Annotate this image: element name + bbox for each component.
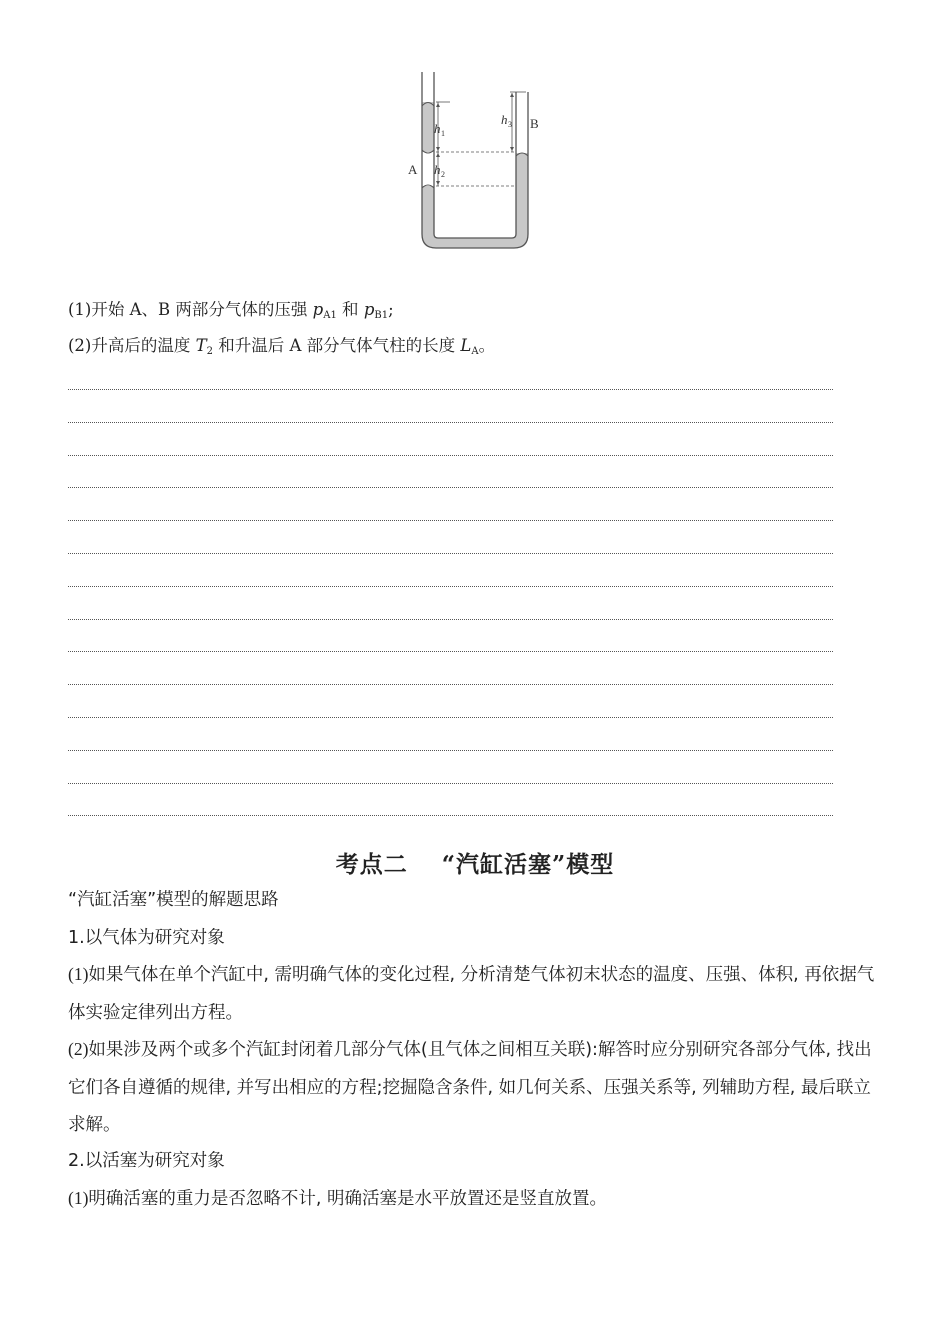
q1-p-symbol: p (312, 300, 324, 319)
answer-line (68, 553, 833, 554)
paragraph-2-number: (2) (68, 1039, 89, 1059)
label-a: A (408, 162, 418, 177)
label-b: B (530, 116, 539, 131)
answer-line (68, 750, 833, 751)
answer-line (68, 717, 833, 718)
heading-gas: 1.以气体为研究对象 (68, 928, 225, 948)
paragraph-3-text: 明确活塞的重力是否忽略不计, 明确活塞是水平放置还是竖直放置。 (88, 1189, 608, 1209)
q1-end: ; (388, 300, 394, 319)
answer-line (68, 586, 833, 587)
q2-t-symbol: T (195, 336, 207, 355)
q1-p2-symbol: p (363, 300, 375, 319)
label-h3-sub: 3 (508, 120, 512, 129)
u-tube-figure (400, 66, 550, 256)
answer-lines (68, 389, 833, 848)
heading-piston: 2.以活塞为研究对象 (68, 1151, 225, 1171)
q1-mid: 和 (336, 300, 364, 319)
q2-end: 。 (478, 336, 496, 355)
paragraph-1-text: 如果气体在单个汽缸中, 需明确气体的变化过程, 分析清楚气体初末状态的温度、压强、体积, 再依据气体实验定律列出方程。 (68, 965, 875, 1023)
q1-p-sub-b1: B1 (374, 310, 389, 321)
answer-line (68, 487, 833, 488)
q1-p-sub-a1: A1 (323, 310, 337, 321)
mercury-column-left-top (422, 102, 434, 152)
paragraph-2-text: 如果涉及两个或多个汽缸封闭着几部分气体(且气体之间相互关联):解答时应分别研究各部分气体, 找出它们各自遵循的规律, 并写出相应的方程;挖掘隐含条件, 如几何关系、压强关系等, 列辅助方程, 最后联立求解。 (68, 1040, 872, 1135)
label-h1-sub: 1 (441, 129, 445, 138)
paragraph-3 (68, 1180, 882, 1219)
q1-prefix: (1)开始 A、B 两部分气体的压强 (68, 300, 313, 319)
q2-l-sub: A (471, 346, 479, 357)
q2-prefix: (2)升高后的温度 (68, 336, 196, 355)
u-tube-diagram (400, 66, 550, 256)
question-1 (68, 299, 394, 327)
intro-text: “汽缸活塞”模型的解题思路 (68, 890, 279, 910)
label-h3: h (501, 112, 508, 127)
answer-line (68, 422, 833, 423)
paragraph-2 (68, 1031, 882, 1145)
answer-line (68, 651, 833, 652)
section-title (0, 846, 950, 879)
tube-inner-wall (434, 72, 516, 238)
paragraph-1-number: (1) (68, 964, 89, 984)
answer-line (68, 455, 833, 456)
label-h1: h (434, 121, 441, 136)
answer-line (68, 389, 833, 390)
section-title-left: 考点二 (335, 851, 408, 878)
paragraph-3-number: (1) (68, 1188, 89, 1208)
answer-line (68, 684, 833, 685)
answer-line (68, 815, 833, 816)
answer-line (68, 520, 833, 521)
q2-l-symbol: L (460, 336, 472, 355)
paragraph-1 (68, 956, 882, 1032)
answer-line (68, 783, 833, 784)
answer-line (68, 619, 833, 620)
label-h2: h (434, 162, 441, 177)
q2-t-sub: 2 (206, 346, 214, 357)
question-2 (68, 335, 495, 363)
label-h2-sub: 2 (441, 170, 445, 179)
q2-mid: 和升温后 A 部分气体气柱的长度 (213, 336, 461, 355)
section-title-right: “汽缸活塞”模型 (441, 851, 615, 878)
